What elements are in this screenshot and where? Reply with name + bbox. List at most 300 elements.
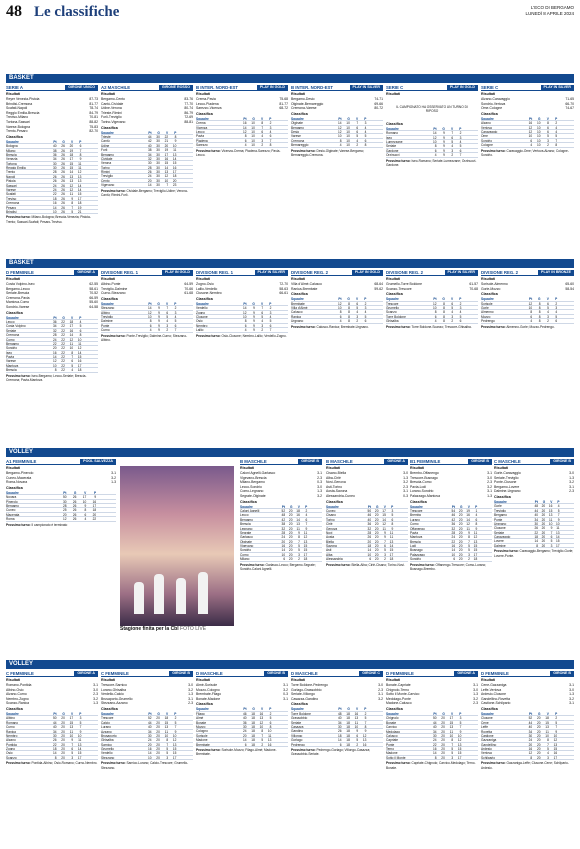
team-stat: 3 xyxy=(298,552,300,557)
team-stat: 20 xyxy=(536,751,541,756)
section-title: B1 FEMMINILE xyxy=(410,459,441,464)
result-row xyxy=(6,129,98,134)
team-name: Caravaggio xyxy=(481,129,498,134)
result-row xyxy=(494,489,574,494)
team-stat: 12 xyxy=(148,310,152,315)
match-score: 3-1 xyxy=(378,692,383,697)
team-stat: 14 xyxy=(148,306,152,311)
team-stat: 14 xyxy=(296,517,300,522)
team-stat: 2 xyxy=(384,557,386,562)
next-round xyxy=(101,334,193,343)
team-name: Bergamo xyxy=(6,341,19,346)
team-stat: 50 xyxy=(62,495,67,500)
team-stat: 15 xyxy=(545,720,549,725)
team-stat: 48 xyxy=(534,504,538,509)
team-stat: 26 xyxy=(61,166,65,171)
match-score: 84-79 xyxy=(89,110,98,115)
match-name: Ponte-Clusone xyxy=(494,480,517,485)
match-score: 1-3 xyxy=(188,692,193,697)
standings-row xyxy=(410,557,492,561)
match-score: 2-3 xyxy=(569,489,574,494)
team-stat: 23 xyxy=(172,183,177,188)
team-stat: 7 xyxy=(269,328,272,333)
section-title: SERIE C xyxy=(386,85,404,90)
match-name: Crema-Pavia xyxy=(196,97,216,101)
team-stat: 26 xyxy=(367,535,372,540)
team-stat: 10 xyxy=(354,724,359,729)
team-name: Mozzo xyxy=(481,314,491,319)
team-stat: 2 xyxy=(305,508,308,513)
section-tag: PLAY IN SILVER xyxy=(255,270,289,275)
team-stat: 8 xyxy=(538,301,541,306)
team-stat: 20 xyxy=(541,513,546,518)
team-name: Treviglio xyxy=(494,508,506,513)
results-label: Risultati xyxy=(386,92,401,96)
team-stat: 10 xyxy=(82,499,87,504)
standings-column-header: Squadre xyxy=(240,504,253,509)
team-name: Brembate xyxy=(291,301,305,306)
results-label: Risultati xyxy=(326,466,341,470)
match-name: Reyer Venezia-Pistoia xyxy=(6,97,40,101)
team-name: Torre Boldone xyxy=(291,711,311,716)
team-stat: 9 xyxy=(79,729,82,734)
team-name: Iseo xyxy=(386,135,393,140)
team-name: Palazzago xyxy=(410,552,425,557)
team-stat: 24 xyxy=(53,337,57,342)
team-stat: 18 xyxy=(346,720,350,725)
team-stat: 4 xyxy=(557,504,560,509)
team-stat: 18 xyxy=(251,729,255,734)
team-stat: 11 xyxy=(78,161,82,166)
team-stat: 13 xyxy=(69,725,74,730)
team-stat: 18 xyxy=(346,729,350,734)
team-stat: 3 xyxy=(459,716,462,721)
team-stat: 11 xyxy=(382,526,386,531)
next-round-text: Pontida-Albino; Osio-Romano; Curno-Nembro. xyxy=(31,761,98,766)
team-stat: 8 xyxy=(261,729,264,734)
team-stat: 11 xyxy=(449,729,454,734)
team-stat: 8 xyxy=(244,319,247,324)
team-stat: 12 xyxy=(528,129,533,134)
team-stat: 40 xyxy=(53,144,57,149)
team-stat: 3 xyxy=(269,125,272,130)
team-stat: 30 xyxy=(156,152,160,157)
section-title: D MASCHILE xyxy=(291,671,318,676)
section-title: DIVISIONE REG. 2 xyxy=(291,270,329,275)
match-name: Pavia-Lodi xyxy=(410,484,427,489)
team-name: Alessandria xyxy=(326,557,343,562)
team-name: Vigevano xyxy=(240,544,254,549)
masthead-name: L'ECO DI BERGAMO xyxy=(530,5,574,10)
team-name: Capriate xyxy=(386,738,399,743)
team-name: Filago xyxy=(196,711,205,716)
next-round-text: Offanengo-Trescore; Como-Lurano; Busnago-Brembo. xyxy=(410,562,487,572)
team-name: Varese xyxy=(291,134,301,139)
section-heading xyxy=(101,670,193,677)
team-name: Brembate xyxy=(196,742,210,747)
match-name: Torre Boldone-Pedrengo xyxy=(291,683,328,687)
next-round-label: Prossimo turno: xyxy=(291,324,316,329)
team-name: Schilpario xyxy=(481,755,495,760)
match-name: Alba-Ciriè xyxy=(326,475,341,480)
team-name: Reggio Emilia xyxy=(6,166,26,171)
team-stat: 20 xyxy=(441,725,445,730)
team-stat: 20 xyxy=(374,539,379,544)
match-name: Brembo-Offanengo xyxy=(410,471,439,475)
team-name: Urgnano xyxy=(291,319,304,324)
team-stat: 22 xyxy=(61,350,65,355)
team-stat: 9 xyxy=(475,526,478,531)
team-stat: 5 xyxy=(468,544,470,549)
team-stat: 20 xyxy=(288,517,293,522)
match-name: Scanzo-Ranica xyxy=(6,701,29,706)
team-stat: 7 xyxy=(364,720,367,725)
page-number: 48 xyxy=(6,3,22,20)
match-score: 3-2 xyxy=(473,696,478,701)
team-stat: 14 xyxy=(53,205,57,210)
team-stat: 8 xyxy=(536,543,538,548)
team-stat: 20 xyxy=(61,716,65,721)
next-round-label: Prossimo turno: xyxy=(410,562,435,567)
team-stat: 10 xyxy=(77,337,82,342)
match-name: Ranica-Brembate xyxy=(291,286,318,291)
team-stat: 20 xyxy=(541,521,546,526)
standings-column-header: Pt xyxy=(451,504,456,509)
team-stat: 9 xyxy=(459,729,462,734)
team-stat: 15 xyxy=(303,548,308,553)
team-stat: 14 xyxy=(243,306,247,311)
team-stat: 11 xyxy=(78,341,82,346)
team-stat: 5 xyxy=(356,738,359,743)
team-stat: 16 xyxy=(77,359,82,364)
team-stat: 6 xyxy=(356,301,359,306)
match-score: 70-52 xyxy=(89,291,98,296)
team-stat: 2 xyxy=(364,301,367,306)
standings-column-header: Pt xyxy=(433,297,437,302)
results-label: Risultati xyxy=(291,678,306,682)
team-name: Chignolo xyxy=(386,716,399,721)
team-name: Pavia xyxy=(196,134,204,139)
team-name: Grassobbio xyxy=(291,716,308,721)
team-stat: 9 xyxy=(468,530,470,535)
team-stat: 16 xyxy=(451,544,456,549)
section-tag: GIRONE B xyxy=(468,459,492,464)
team-stat: 22 xyxy=(53,341,57,346)
team-stat: 4 xyxy=(261,134,264,139)
team-stat: 9 xyxy=(253,328,255,333)
team-stat: 26 xyxy=(61,152,65,157)
team-name: Azzano xyxy=(101,729,112,734)
team-name: Bernareggio xyxy=(291,143,309,148)
match-name: Gorle-Caravaggio xyxy=(494,471,521,475)
team-stat: 5 xyxy=(71,363,74,368)
match-score: 1-3 xyxy=(111,480,116,485)
team-name: Pontida xyxy=(6,742,17,747)
team-name: Aosta xyxy=(326,535,335,540)
team-name: Trescore xyxy=(101,716,114,721)
team-stat: 20 xyxy=(536,755,541,760)
match-score: 81-77 xyxy=(279,101,288,106)
team-stat: 11 xyxy=(164,729,169,734)
team-name: Sorisole xyxy=(481,301,493,306)
standings-column-header: Squadre xyxy=(196,707,209,712)
team-stat: 18 xyxy=(389,557,394,562)
team-stat: 3 xyxy=(356,314,359,319)
team-stat: 5 xyxy=(71,751,74,756)
team-stat: 12 xyxy=(528,125,533,130)
team-stat: 20 xyxy=(61,747,65,752)
team-stat: 30 xyxy=(62,499,67,504)
team-name: Dalmine xyxy=(494,543,506,548)
team-stat: 9 xyxy=(391,526,394,531)
standings-column-header: Squadre xyxy=(101,711,114,716)
match-name: Aosta-Savona xyxy=(326,489,348,494)
team-stat: 20 xyxy=(458,508,463,513)
team-stat: 12 xyxy=(382,522,386,527)
team-stat: 9 xyxy=(443,131,445,136)
team-stat: 52 xyxy=(528,716,533,721)
team-stat: 5 xyxy=(557,508,560,513)
team-stat: 40 xyxy=(148,143,152,148)
team-stat: 17 xyxy=(69,157,74,162)
next-round xyxy=(291,149,383,158)
team-stat: 8 xyxy=(434,310,437,315)
team-stat: 26 xyxy=(61,196,65,201)
team-stat: 20 xyxy=(441,755,445,760)
team-name: Alzano xyxy=(481,121,491,126)
team-stat: 20 xyxy=(536,747,541,752)
team-stat: 12 xyxy=(303,535,308,540)
next-round-text: Garlasco-Lecco; Bergamo-Segrate; Sondrio-Caloni Agnelli. xyxy=(240,562,316,572)
team-stat: 3 xyxy=(550,543,553,548)
team-stat: 6 xyxy=(261,310,264,315)
team-stat: 20 xyxy=(458,526,463,531)
team-stat: 10 xyxy=(545,733,549,738)
standings-label: Classifica xyxy=(196,111,213,116)
team-name: Ponte xyxy=(101,323,110,328)
team-stat: 6 xyxy=(149,323,152,328)
results-section xyxy=(6,670,98,846)
section-title: D FEMMINILE xyxy=(481,671,509,676)
team-stat: 26 xyxy=(61,179,65,184)
result-row xyxy=(196,106,288,111)
team-stat: 14 xyxy=(148,751,152,756)
team-stat: 16 xyxy=(362,742,367,747)
team-stat: 18 xyxy=(473,557,478,562)
match-score: 72-69 xyxy=(184,115,193,120)
team-stat: 30 xyxy=(53,166,57,171)
team-stat: 13 xyxy=(303,539,308,544)
match-photo xyxy=(120,466,234,626)
section-band-volley-2: VOLLEY xyxy=(6,660,574,669)
team-stat: 7 xyxy=(269,138,272,143)
team-stat: 10 xyxy=(536,143,541,148)
team-stat: 6 xyxy=(244,138,247,143)
next-round-label: Prossimo turno: xyxy=(6,761,31,766)
team-stat: 13 xyxy=(553,742,558,747)
team-stat: 40 xyxy=(53,725,57,730)
team-stat: 13 xyxy=(172,152,177,157)
standings-column-header: G xyxy=(73,490,77,495)
team-name: Sondrio xyxy=(240,548,251,553)
team-stat: 4 xyxy=(269,314,272,319)
team-stat: 6 xyxy=(547,125,549,130)
team-stat: 30 xyxy=(156,183,160,188)
match-name: Lurano-Sondrio xyxy=(410,489,434,494)
team-stat: 10 xyxy=(164,178,169,183)
match-name: Dalmine-Urgnano xyxy=(494,489,521,494)
standings-column-header: V xyxy=(70,711,74,716)
section-title: D MASCHILE xyxy=(196,671,223,676)
standings-column-header: Pt xyxy=(53,139,57,144)
team-stat: 14 xyxy=(466,517,470,522)
team-name: Cremona xyxy=(291,138,305,143)
team-stat: 4 xyxy=(547,310,549,315)
team-name: Calcio xyxy=(101,720,110,725)
team-stat: 13 xyxy=(556,530,560,535)
standings-column-header: P xyxy=(459,711,462,716)
team-stat: 18 xyxy=(534,535,538,540)
team-stat: 5 xyxy=(174,720,177,725)
team-stat: 13 xyxy=(548,513,553,518)
team-stat: 26 xyxy=(61,161,65,166)
team-stat: 6 xyxy=(453,557,456,562)
team-stat: 9 xyxy=(253,310,255,315)
match-score: 58-63 xyxy=(279,286,288,291)
team-stat: 15 xyxy=(389,548,394,553)
team-stat: 42 xyxy=(281,517,286,522)
team-stat: 1 xyxy=(475,508,478,513)
standings-column-header: G xyxy=(157,711,160,716)
results-label: Risultati xyxy=(101,92,116,96)
team-stat: 2 xyxy=(356,319,359,324)
section-heading xyxy=(6,458,116,465)
team-stat: 4 xyxy=(261,319,264,324)
team-stat: 20 xyxy=(288,508,293,513)
standings-label: Classifica xyxy=(101,125,118,130)
standings-column-header: Squadre xyxy=(386,126,399,131)
team-stat: 10 xyxy=(172,143,177,148)
match-score: 64-58 xyxy=(89,304,98,309)
team-stat: 7 xyxy=(384,539,386,544)
team-name: Udine xyxy=(101,143,110,148)
team-stat: 14 xyxy=(77,183,82,188)
team-stat: 2 xyxy=(261,742,264,747)
team-stat: 40 xyxy=(433,725,437,730)
standings-column-header: Squadre xyxy=(481,711,494,716)
team-stat: 10 xyxy=(251,121,255,126)
team-stat: 3 xyxy=(459,305,462,310)
team-name: Rovetta xyxy=(481,729,492,734)
team-stat: 8 xyxy=(54,368,57,373)
team-stat: 16 xyxy=(164,156,169,161)
match-score: 74-71 xyxy=(374,97,383,101)
team-stat: 20 xyxy=(61,751,65,756)
team-name: Casazza xyxy=(291,724,304,729)
next-round xyxy=(101,189,193,198)
team-stat: 20 xyxy=(374,544,379,549)
match-score: 3-1 xyxy=(487,489,492,494)
team-stat: 2 xyxy=(468,557,470,562)
match-score: 72-70 xyxy=(279,282,288,286)
match-score: 3-0 xyxy=(93,687,98,692)
match-name: Bonate-Madone xyxy=(196,696,221,701)
match-score: 3-2 xyxy=(93,696,98,701)
team-stat: 25 xyxy=(62,508,67,513)
standings-row xyxy=(6,210,98,214)
team-name: Lallio xyxy=(196,328,204,333)
standings-column-header: Pt xyxy=(433,126,437,131)
match-score: 3-2 xyxy=(317,493,322,498)
team-stat: 21 xyxy=(164,139,169,144)
standings-column-header: V xyxy=(355,707,359,712)
team-stat: 10 xyxy=(53,210,57,214)
team-name: Nembro xyxy=(196,323,208,328)
next-round-label: Prossimo turno: xyxy=(101,188,126,193)
team-stat: 17 xyxy=(77,755,82,760)
match-name: Villa d'Almè-Calusco xyxy=(291,282,322,286)
team-stat: 19 xyxy=(77,205,82,210)
team-stat: 8 xyxy=(443,310,445,315)
team-stat: 17 xyxy=(389,552,394,557)
match-name: Gandellino-Rovetta xyxy=(481,696,511,701)
team-name: Romano xyxy=(6,720,19,725)
standings-row xyxy=(386,153,478,157)
standings-column-header: G xyxy=(157,130,160,135)
team-stat: 16 xyxy=(528,121,533,126)
team-name: Nembro xyxy=(6,733,18,738)
team-name: Castione xyxy=(481,733,494,738)
team-stat: 46 xyxy=(243,711,247,716)
match-name: Roma-Novara xyxy=(6,480,28,485)
standings-column-header: P xyxy=(94,490,97,495)
section-heading xyxy=(196,269,288,276)
team-stat: 8 xyxy=(538,310,541,315)
result-row xyxy=(386,287,478,292)
match-name: Scanzo-Trescore xyxy=(386,286,412,291)
section-heading xyxy=(240,458,322,465)
section-band-basket-1: BASKET xyxy=(6,74,574,83)
team-stat: 54 xyxy=(451,508,456,513)
team-stat: 10 xyxy=(346,125,350,130)
team-stat: 22 xyxy=(53,742,57,747)
team-stat: 9 xyxy=(298,530,300,535)
team-stat: 4 xyxy=(555,125,558,130)
team-stat: 6 xyxy=(364,319,367,324)
next-round-text: Sorisole-Mozzo; Filago-Almè; Madone-Brembate. xyxy=(196,747,277,757)
standings-column-header: P xyxy=(555,116,558,121)
section-title: B MASCHILE xyxy=(240,459,267,464)
standings-column-header: G xyxy=(375,504,379,509)
team-stat: 20 xyxy=(458,539,463,544)
result-row xyxy=(101,291,193,296)
team-stat: 5 xyxy=(555,314,558,319)
results-label: Risultati xyxy=(196,277,211,281)
team-stat: 20 xyxy=(61,738,65,743)
team-name: Almenno xyxy=(481,310,494,315)
team-stat: 16 xyxy=(259,711,264,716)
team-stat: 13 xyxy=(77,742,82,747)
section-title: A1 FEMMINILE xyxy=(6,459,37,464)
team-stat: 4 xyxy=(459,310,462,315)
team-stat: 2 xyxy=(269,711,272,716)
standings-column-header: Pt xyxy=(528,297,533,302)
team-stat: 11 xyxy=(69,341,74,346)
match-score: 78-74 xyxy=(89,106,98,111)
section-title: SERIE C xyxy=(481,85,499,90)
standings-column-header: V xyxy=(355,297,359,302)
standings-column-header: Squadre xyxy=(6,315,19,320)
